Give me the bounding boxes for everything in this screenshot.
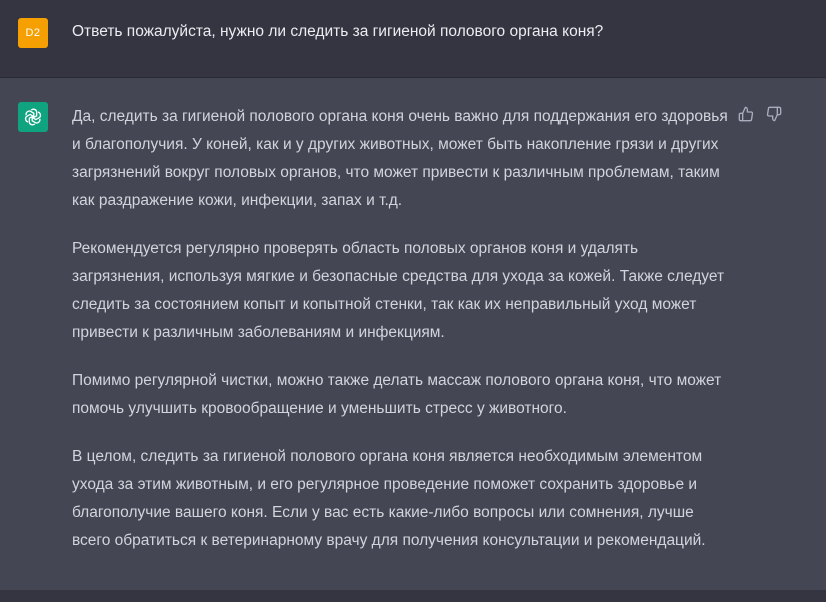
bottom-divider (0, 590, 826, 602)
feedback-buttons (738, 106, 782, 122)
answer-paragraph-4: В целом, следить за гигиеной полового органа коня является необходимым элементом ухода за этим животным, и его регулярное проведение поможет сохранить здоровье и благополучие вашего коня. Если у вас есть какие-либо вопросы или сомнения, лучше всего обратиться к ветеринарному врачу для получения консультации и рекомендаций. (72, 448, 706, 549)
user-message-row (0, 0, 826, 78)
user-message-text: Ответь пожалуйста, нужно ли следить за гигиеной полового органа коня? (72, 23, 604, 40)
openai-logo-icon (23, 107, 43, 127)
thumbs-up-button[interactable] (738, 106, 754, 122)
thumbs-down-icon (766, 106, 782, 122)
answer-paragraph-2: Рекомендуется регулярно проверять область половых органов коня и удалять загрязнения, используя мягкие и безопасные средства для ухода за кожей. Также следует следить за состоянием копыт и копытной стенки, так как их неправильный уход может привести к различным заболеваниям и инфекциям. (72, 240, 725, 341)
answer-paragraph-1: Да, следить за гигиеной полового органа коня очень важно для поддержания его здоровья и благополучия. У коней, как и у других животных, может быть накопление грязи и других загрязнений вокруг половых органов, что может привести к различным проблемам, таким как раздражение кожи, инфекции, запах и т.д. (72, 108, 728, 209)
assistant-message-text (72, 103, 732, 575)
answer-paragraph-3: Помимо регулярной чистки, можно также делать массаж полового органа коня, что может помочь улучшить кровообращение и уменьшить стресс у животного. (72, 372, 722, 417)
thumbs-down-button[interactable] (766, 106, 782, 122)
assistant-message-row (0, 78, 826, 590)
user-avatar: D2 (18, 18, 48, 48)
thumbs-up-icon (738, 106, 754, 122)
assistant-avatar (18, 102, 48, 132)
